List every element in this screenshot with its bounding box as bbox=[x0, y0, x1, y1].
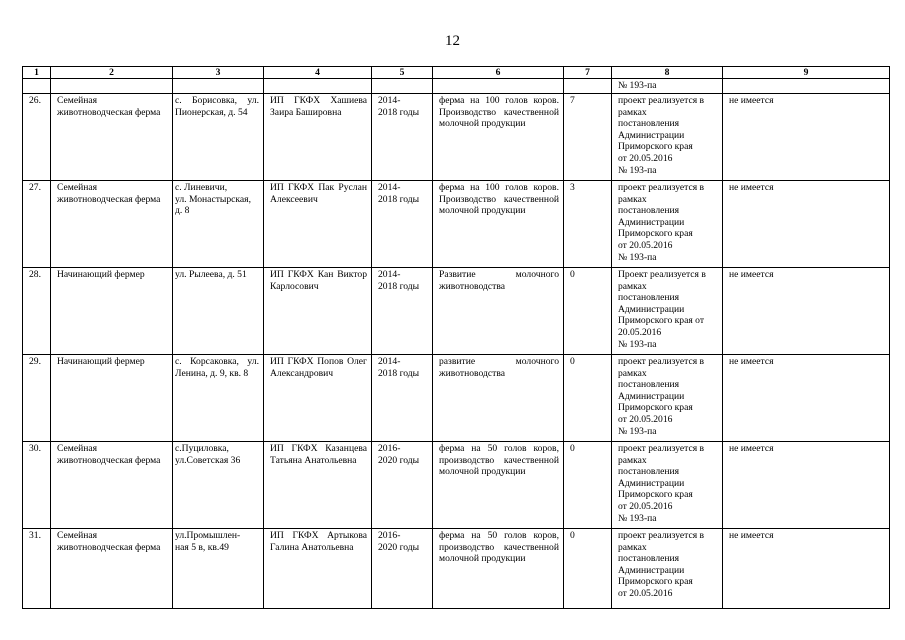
cell-col-4 bbox=[264, 79, 372, 94]
cell-col-3: с. Корсаковка, ул. Ленина, д. 9, кв. 8 bbox=[173, 355, 264, 442]
cell-col-8: проект реализуется в рамках постановления Администрации Приморского края от 20.05.2016 № 193-па bbox=[612, 442, 723, 529]
cell-col-4: ИП ГКФХ Попов Олег Александрович bbox=[264, 355, 372, 442]
cell-col-6: ферма на 100 голов коров. Производство качественной молочной продукции bbox=[433, 181, 564, 268]
cell-col-9: не имеется bbox=[723, 529, 890, 609]
table-row bbox=[23, 94, 890, 181]
table-row bbox=[23, 268, 890, 355]
cell-col-3 bbox=[173, 79, 264, 94]
table-row bbox=[23, 355, 890, 442]
cell-col-2: Семейная животноводческая ферма bbox=[51, 529, 173, 609]
cell-col-2 bbox=[51, 79, 173, 94]
cell-col-3: 3 bbox=[173, 67, 264, 79]
cell-col-7: 7 bbox=[564, 67, 612, 79]
cell-col-3: ул.Промышлен- ная 5 в, кв.49 bbox=[173, 529, 264, 609]
cell-col-3: ул. Рылеева, д. 51 bbox=[173, 268, 264, 355]
cell-col-2: Семейная животноводческая ферма bbox=[51, 94, 173, 181]
cell-col-8: Проект реализуется в рамках постановления Администрации Приморского края от 20.05.2016 № 193-па bbox=[612, 268, 723, 355]
cell-col-2: Начинающий фермер bbox=[51, 355, 173, 442]
cell-col-3: с. Линевичи, ул. Монастырская, д. 8 bbox=[173, 181, 264, 268]
cell-col-7: 0 bbox=[564, 268, 612, 355]
cell-col-5: 2016- 2020 годы bbox=[372, 529, 433, 609]
cell-col-7 bbox=[564, 79, 612, 94]
cell-col-4: ИП ГКФХ Кан Виктор Карлосович bbox=[264, 268, 372, 355]
continuation-row bbox=[23, 79, 890, 94]
cell-col-2: Начинающий фермер bbox=[51, 268, 173, 355]
cell-col-2: Семейная животноводческая ферма bbox=[51, 442, 173, 529]
cell-col-5: 2016- 2020 годы bbox=[372, 442, 433, 529]
cell-col-8: проект реализуется в рамках постановления Администрации Приморского края от 20.05.2016 № 193-па bbox=[612, 355, 723, 442]
cell-col-9: не имеется bbox=[723, 181, 890, 268]
cell-col-5: 2014- 2018 годы bbox=[372, 181, 433, 268]
cell-col-9 bbox=[723, 79, 890, 94]
cell-col-7: 0 bbox=[564, 355, 612, 442]
cell-col-8: проект реализуется в рамках постановления Администрации Приморского края от 20.05.2016 № 193-па bbox=[612, 181, 723, 268]
cell-col-9: не имеется bbox=[723, 442, 890, 529]
cell-col-7: 7 bbox=[564, 94, 612, 181]
cell-col-8: проект реализуется в рамках постановления Администрации Приморского края от 20.05.2016 № 193-па bbox=[612, 94, 723, 181]
table-row bbox=[23, 529, 890, 609]
cell-col-3: с.Пуциловка, ул.Советская 36 bbox=[173, 442, 264, 529]
cell-col-4: ИП ГКФХ Казанцева Татьяна Анатольевна bbox=[264, 442, 372, 529]
cell-col-6: ферма на 50 голов коров, производство качественной молочной продукции bbox=[433, 529, 564, 609]
table-header-row bbox=[23, 67, 890, 79]
cell-col-4: ИП ГКФХ Хашиева Заира Башировна bbox=[264, 94, 372, 181]
table-row bbox=[23, 442, 890, 529]
cell-col-8: 8 bbox=[612, 67, 723, 79]
cell-col-2: 2 bbox=[51, 67, 173, 79]
cell-col-6: ферма на 100 голов коров. Производство качественной молочной продукции bbox=[433, 94, 564, 181]
cell-col-6: развитие молочного животноводства bbox=[433, 355, 564, 442]
cell-col-7: 0 bbox=[564, 529, 612, 609]
cell-col-4: 4 bbox=[264, 67, 372, 79]
cell-col-5: 2014- 2018 годы bbox=[372, 268, 433, 355]
projects-table bbox=[22, 66, 890, 609]
cell-col-5 bbox=[372, 79, 433, 94]
page-number: 12 bbox=[445, 33, 460, 49]
cell-col-9: не имеется bbox=[723, 355, 890, 442]
cell-col-9: не имеется bbox=[723, 94, 890, 181]
cell-col-6: 6 bbox=[433, 67, 564, 79]
cell-col-3: с. Борисовка, ул. Пионерская, д. 54 bbox=[173, 94, 264, 181]
cell-col-1: 27. bbox=[23, 181, 51, 268]
cell-col-7: 3 bbox=[564, 181, 612, 268]
cell-col-5: 5 bbox=[372, 67, 433, 79]
cell-col-4: ИП ГКФХ Артыкова Галина Анатольевна bbox=[264, 529, 372, 609]
cell-col-1: 31. bbox=[23, 529, 51, 609]
table-row bbox=[23, 181, 890, 268]
cell-col-4: ИП ГКФХ Пак Руслан Алексеевич bbox=[264, 181, 372, 268]
cell-col-6 bbox=[433, 79, 564, 94]
cell-col-1: 30. bbox=[23, 442, 51, 529]
cell-col-8: № 193-па bbox=[612, 79, 723, 94]
cell-col-6: Развитие молочного животноводства bbox=[433, 268, 564, 355]
cell-col-5: 2014- 2018 годы bbox=[372, 94, 433, 181]
cell-col-1: 29. bbox=[23, 355, 51, 442]
cell-col-1: 28. bbox=[23, 268, 51, 355]
cell-col-9: не имеется bbox=[723, 268, 890, 355]
cell-col-1: 1 bbox=[23, 67, 51, 79]
cell-col-2: Семейная животноводческая ферма bbox=[51, 181, 173, 268]
cell-col-8: проект реализуется в рамках постановления Администрации Приморского края от 20.05.2016 bbox=[612, 529, 723, 609]
cell-col-1 bbox=[23, 79, 51, 94]
cell-col-9: 9 bbox=[723, 67, 890, 79]
cell-col-5: 2014- 2018 годы bbox=[372, 355, 433, 442]
cell-col-7: 0 bbox=[564, 442, 612, 529]
cell-col-1: 26. bbox=[23, 94, 51, 181]
cell-col-6: ферма на 50 голов коров, производство качественной молочной продукции bbox=[433, 442, 564, 529]
